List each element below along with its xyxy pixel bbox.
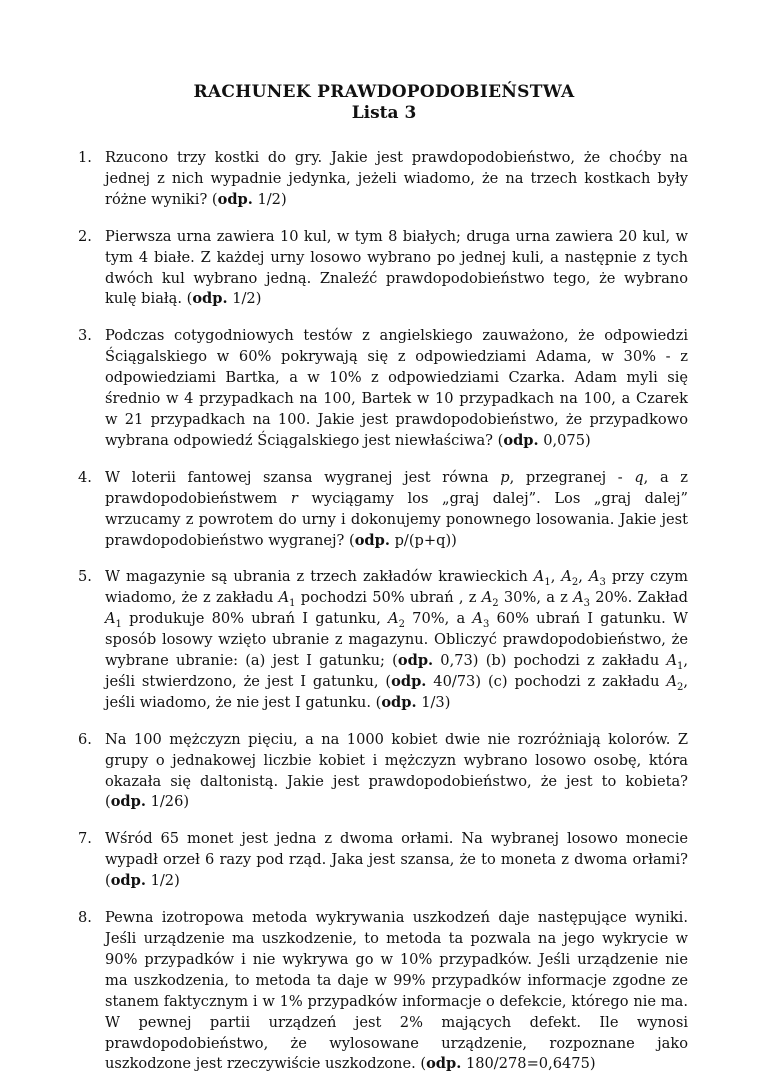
problem-text: Na 100 mężczyzn pięciu, a na 1000 kobiet dwie nie rozróżniają kolorów. Z grupy o jednakowej liczbie kobiet i mężczyzn wybrano losowo osobę, która okazała się daltonistą. Jakie jest prawdopodobieństwo, że jest to kobieta? [105,730,688,790]
problem-2 [78,227,688,311]
problem-7 [78,829,688,892]
factory-subscript: 1 [544,577,551,589]
factory-symbol: A [666,652,677,670]
problem-text-part: pochodzi 50% ubrań , z [295,589,482,607]
answer-value: p/(p+q) [394,531,452,549]
document-title: RACHUNEK PRAWDOPODOBIEŃSTWA [193,82,575,102]
factory-subscript: 2 [677,681,684,693]
problem-text-part: (c) pochodzi z zakładu [487,672,667,690]
answer-label: odp. [503,431,539,449]
factory-symbol: A [573,589,584,607]
factory-symbol: A [533,568,545,586]
answer: (odp. 1/2) [211,190,287,208]
problem-list [78,148,688,1091]
answer: (odp. 180/278=0,6475) [420,1055,596,1073]
answer-value: 0,73 [440,652,473,670]
problem-text-part: (b) pochodzi z zakładu [485,652,667,670]
problem-number: 6. [78,730,92,748]
problem-text-part: W loterii fantowej szansa wygranej jest równa [105,468,501,486]
problem-text-part: produkuje 80% ubrań I gatunku, [121,610,389,628]
problem-text-part: przy czym wiadomo, że z zakładu [105,568,689,607]
problem-number: 7. [78,830,92,848]
factory-subscript: 1 [289,598,296,610]
answer: (odp. 40/73) [385,672,482,690]
problem-number: 5. [78,568,92,586]
factory-symbol: A [588,568,600,586]
factory-subscript: 3 [583,598,590,610]
factory-symbol: A [472,610,483,628]
factory-symbol: A [105,610,116,628]
answer-value: 180/278=0,6475 [465,1055,590,1073]
factory-symbol: A [388,610,399,628]
problem-3 [78,326,688,451]
problem-number: 2. [78,227,92,245]
factory-subscript: 1 [676,660,684,672]
answer-label: odp. [381,693,417,711]
factory-symbol: A [561,568,572,586]
answer: (odp. 0,73) [392,652,479,670]
answer-value: 40/73 [433,672,476,690]
answer-label: odp. [426,1055,462,1073]
problem-text: Pewna izotropowa metoda wykrywania uszkodzeń daje następujące wyniki. Jeśli urządzenie ma uszkodzenie, to metoda ta pozwala na jego wykrycie w 90% przypadków i nie wykrywa go w 10% przypadków. Jeśli urządzenie nie ma uszkodzenia, to metoda ta daje w 99% przypadków informacje zgodne ze stanem faktycznym i w 1% przypadków informacje o defekcie, którego nie ma. W pewnej partii urządzeń jest 2% mających defekt. Ile wynosi prawdopodobieństwo, że wylosowane urządzenie, rozpoznane jako uszkodzone jest rzeczywiście uszkodzone. [105,909,688,1073]
factory-symbol: A [278,589,290,607]
problem-text-part: W magazynie są ubrania z trzech zakładów krawieckich [105,568,534,586]
answer-value: 1/2 [232,290,256,308]
factory-subscript: 2 [492,598,499,610]
answer-label: odp. [110,872,146,890]
problem-number: 1. [78,149,92,166]
problem-8 [78,908,688,1075]
math-variable-p: p [500,468,510,486]
factory-symbol: A [666,672,678,690]
factory-subscript: 3 [599,577,606,589]
problem-text: Podczas cotygodniowych testów z angielskiego zauważono, że odpowiedzi Ściągalskiego w 60% pokrywają się z odpowiedziami Adama, w 30% - z odpowiedziami Bartka, a w 10% z odpowiedziami Czarka. Adam myli się średnio w 4 przypadkach na 100, Bartek w 10 przypadkach na 100, a Czarek w 21 przypadkach na 100. Jakie jest prawdopodobieństwo, że przypadkowo wybrana odpowiedź Ściągalskiego jest niewłaściwa? [105,327,688,449]
answer-label: odp. [192,290,228,308]
problem-text-part: 60% ubrań I gatunku. W sposób losowy wzięto ubranie z magazynu. Obliczyć prawdopodobieństwo, że wybrane ubranie: (a) jest I gatunku; [105,610,688,670]
answer: (odp. 1/26) [105,793,190,811]
problem-6 [78,730,688,814]
problem-4 [78,468,688,552]
factory-subscript: 2 [398,619,405,631]
problem-number: 8. [78,909,92,927]
answer-value: 0,075 [543,431,585,449]
answer-label: odp. [391,672,427,690]
answer: (odp. p/(p+q)) [349,531,457,549]
answer: (odp. 1/3) [375,693,451,711]
problem-1 [78,148,688,211]
problem-text: Wśród 65 monet jest jedna z dwoma orłami. Na wybranej losowo monecie wypadł orzeł 6 razy pod rząd. Jaka jest szansa, że to moneta z dwoma orłami? [105,830,688,869]
document-header [0,82,768,124]
answer-value: 1/2 [150,872,175,890]
problem-text: Rzucono trzy kostki do gry. Jakie jest prawdopodobieństwo, że choćby na jednej z nich wypadnie jedynka, jeżeli wiadomo, że na trzech kostkach były różne wyniki? [105,149,688,208]
problem-text-part: jeśli stwierdzono, że jest I gatunku, [105,672,379,690]
math-variable-q: q [634,468,644,486]
problem-text-part: wyciągamy los „graj dalej”. Los „graj dalej” wrzucamy z powrotem do urny i dokonujemy ponownego losowania. Jakie jest prawdopodobieństwo wygranej? [105,489,688,549]
factory-subscript: 1 [115,619,122,631]
problem-text-part: , a z prawdopodobieństwem [105,468,688,507]
factory-subscript: 3 [482,619,490,631]
answer-label: odp. [217,190,253,208]
problem-text-part: , przegranej - [509,468,635,486]
problem-5: 5. W magazynie są ubrania z trzech zakładów krawieckich $A_1$, $A_2$, $A_3$ przy czym wiadomo, że z zakładu $A_1$ pochodzi 50% ubrań , z $A_2$ 30%, a z $A_3$ 20%. Zakład $A_1$ produkuje 80% ubrań I gatunku, $A_2$ 70%, a $A_3$ 60% ubrań I gatunku. W sposób losowy wzięto ubranie z magazynu. Obliczyć prawdopodobieństwo, że wybrane ubranie: (a) jest I gatunku; (odp. 0,73) (b) pochodzi z zakładu $A_1$, jeśli stwierdzono, że jest I gatunku, (odp. 40/73) (c) pochodzi z zakładu $A_2$, jeśli wiadomo, że nie jest I gatunku. (odp. 1/3) [78,568,689,711]
answer-value: 1/3 [421,693,445,711]
math-variable-r: r [290,489,298,507]
answer-value: 1/2 [257,190,281,208]
factory-symbol: A [481,589,493,607]
problem-text-part: 30%, a z [498,589,574,607]
answer: (odp. 1/2) [186,290,262,308]
answer-value: 1/26 [150,793,184,811]
factory-subscript: 2 [571,577,579,589]
answer-label: odp. [110,793,146,811]
problem-text: Pierwsza urna zawiera 10 kul, w tym 8 białych; druga urna zawiera 20 kul, w tym 4 białe. Z każdej urny losowo wybrano po jednej kuli, a następnie z tych dwóch kul wybrano jedną. Znaleźć prawdopodobieństwo tego, że wybrano kulę białą. [105,227,688,308]
problem-number: 4. [78,468,92,486]
problem-text-part: jeśli wiadomo, że nie jest I gatunku. [105,693,371,711]
problem-text-part: 20%. Zakład [590,589,689,607]
answer-label: odp. [397,652,434,670]
document-subtitle: Lista 3 [351,103,417,123]
answer: (odp. 1/2) [105,872,180,890]
answer: (odp. 0,075) [497,431,591,449]
problem-text-part: 70%, a [404,610,473,628]
answer-label: odp. [354,531,390,549]
problem-number: 3. [78,327,92,345]
